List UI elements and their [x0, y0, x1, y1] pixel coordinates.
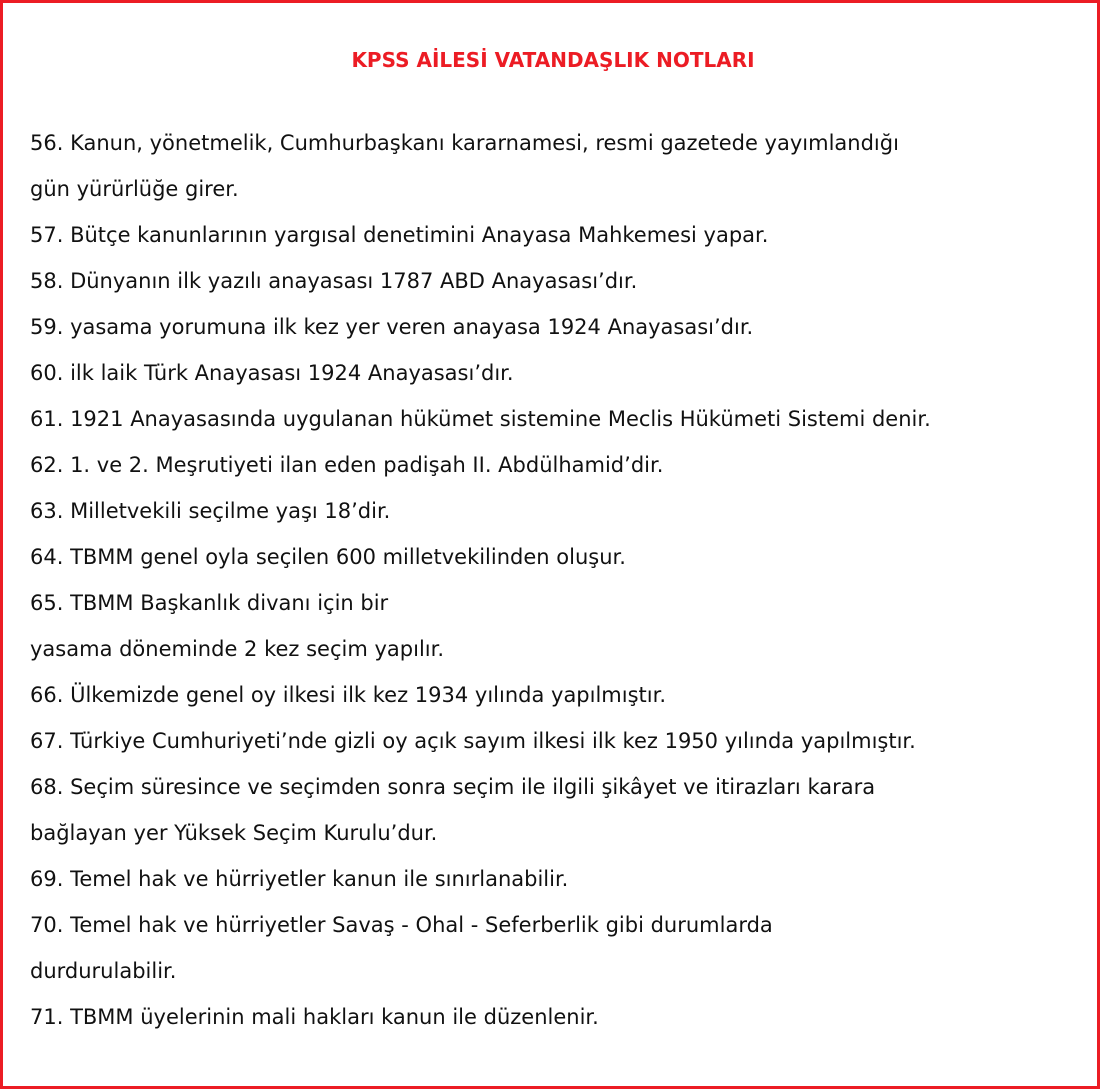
note-line: 69. Temel hak ve hürriyetler kanun ile sınırlanabilir.: [30, 867, 569, 891]
note-line: 57. Bütçe kanunlarının yargısal denetimini Anayasa Mahkemesi yapar.: [30, 223, 769, 247]
page-title: KPSS AİLESİ VATANDAŞLIK NOTLARI: [351, 48, 755, 72]
note-line: 59. yasama yorumuna ilk kez yer veren anayasa 1924 Anayasası’dır.: [30, 315, 754, 339]
note-line: 71. TBMM üyelerinin mali hakları kanun ile düzenlenir.: [30, 1005, 599, 1029]
note-line: 68. Seçim süresince ve seçimden sonra seçim ile ilgili şikâyet ve itirazları karara: [30, 775, 876, 799]
note-line: 66. Ülkemizde genel oy ilkesi ilk kez 1934 yılında yapılmıştır.: [30, 683, 666, 707]
note-line: 61. 1921 Anayasasında uygulanan hükümet sistemine Meclis Hükümeti Sistemi denir.: [30, 407, 931, 431]
note-line: 58. Dünyanın ilk yazılı anayasası 1787 ABD Anayasası’dır.: [30, 269, 638, 293]
note-line: 56. Kanun, yönetmelik, Cumhurbaşkanı kararnamesi, resmi gazetede yayımlandığı: [30, 131, 899, 155]
note-line: 60. ilk laik Türk Anayasası 1924 Anayasası’dır.: [30, 361, 514, 385]
note-line: 63. Milletvekili seçilme yaşı 18’dir.: [30, 499, 391, 523]
notes-list: [30, 120, 1090, 1040]
note-line: 70. Temel hak ve hürriyetler Savaş - Ohal - Seferberlik gibi durumlarda: [30, 913, 773, 937]
note-line: 64. TBMM genel oyla seçilen 600 milletvekilinden oluşur.: [30, 545, 626, 569]
note-line: 67. Türkiye Cumhuriyeti’nde gizli oy açık sayım ilkesi ilk kez 1950 yılında yapılmıştır.: [30, 729, 916, 753]
note-line: 62. 1. ve 2. Meşrutiyeti ilan eden padişah II. Abdülhamid’dir.: [30, 453, 664, 477]
note-line: gün yürürlüğe girer.: [30, 177, 239, 201]
note-line: yasama döneminde 2 kez seçim yapılır.: [30, 637, 444, 661]
note-line: 65. TBMM Başkanlık divanı için bir: [30, 591, 389, 615]
note-line: durdurulabilir.: [30, 959, 177, 983]
note-line: bağlayan yer Yüksek Seçim Kurulu’dur.: [30, 821, 438, 845]
